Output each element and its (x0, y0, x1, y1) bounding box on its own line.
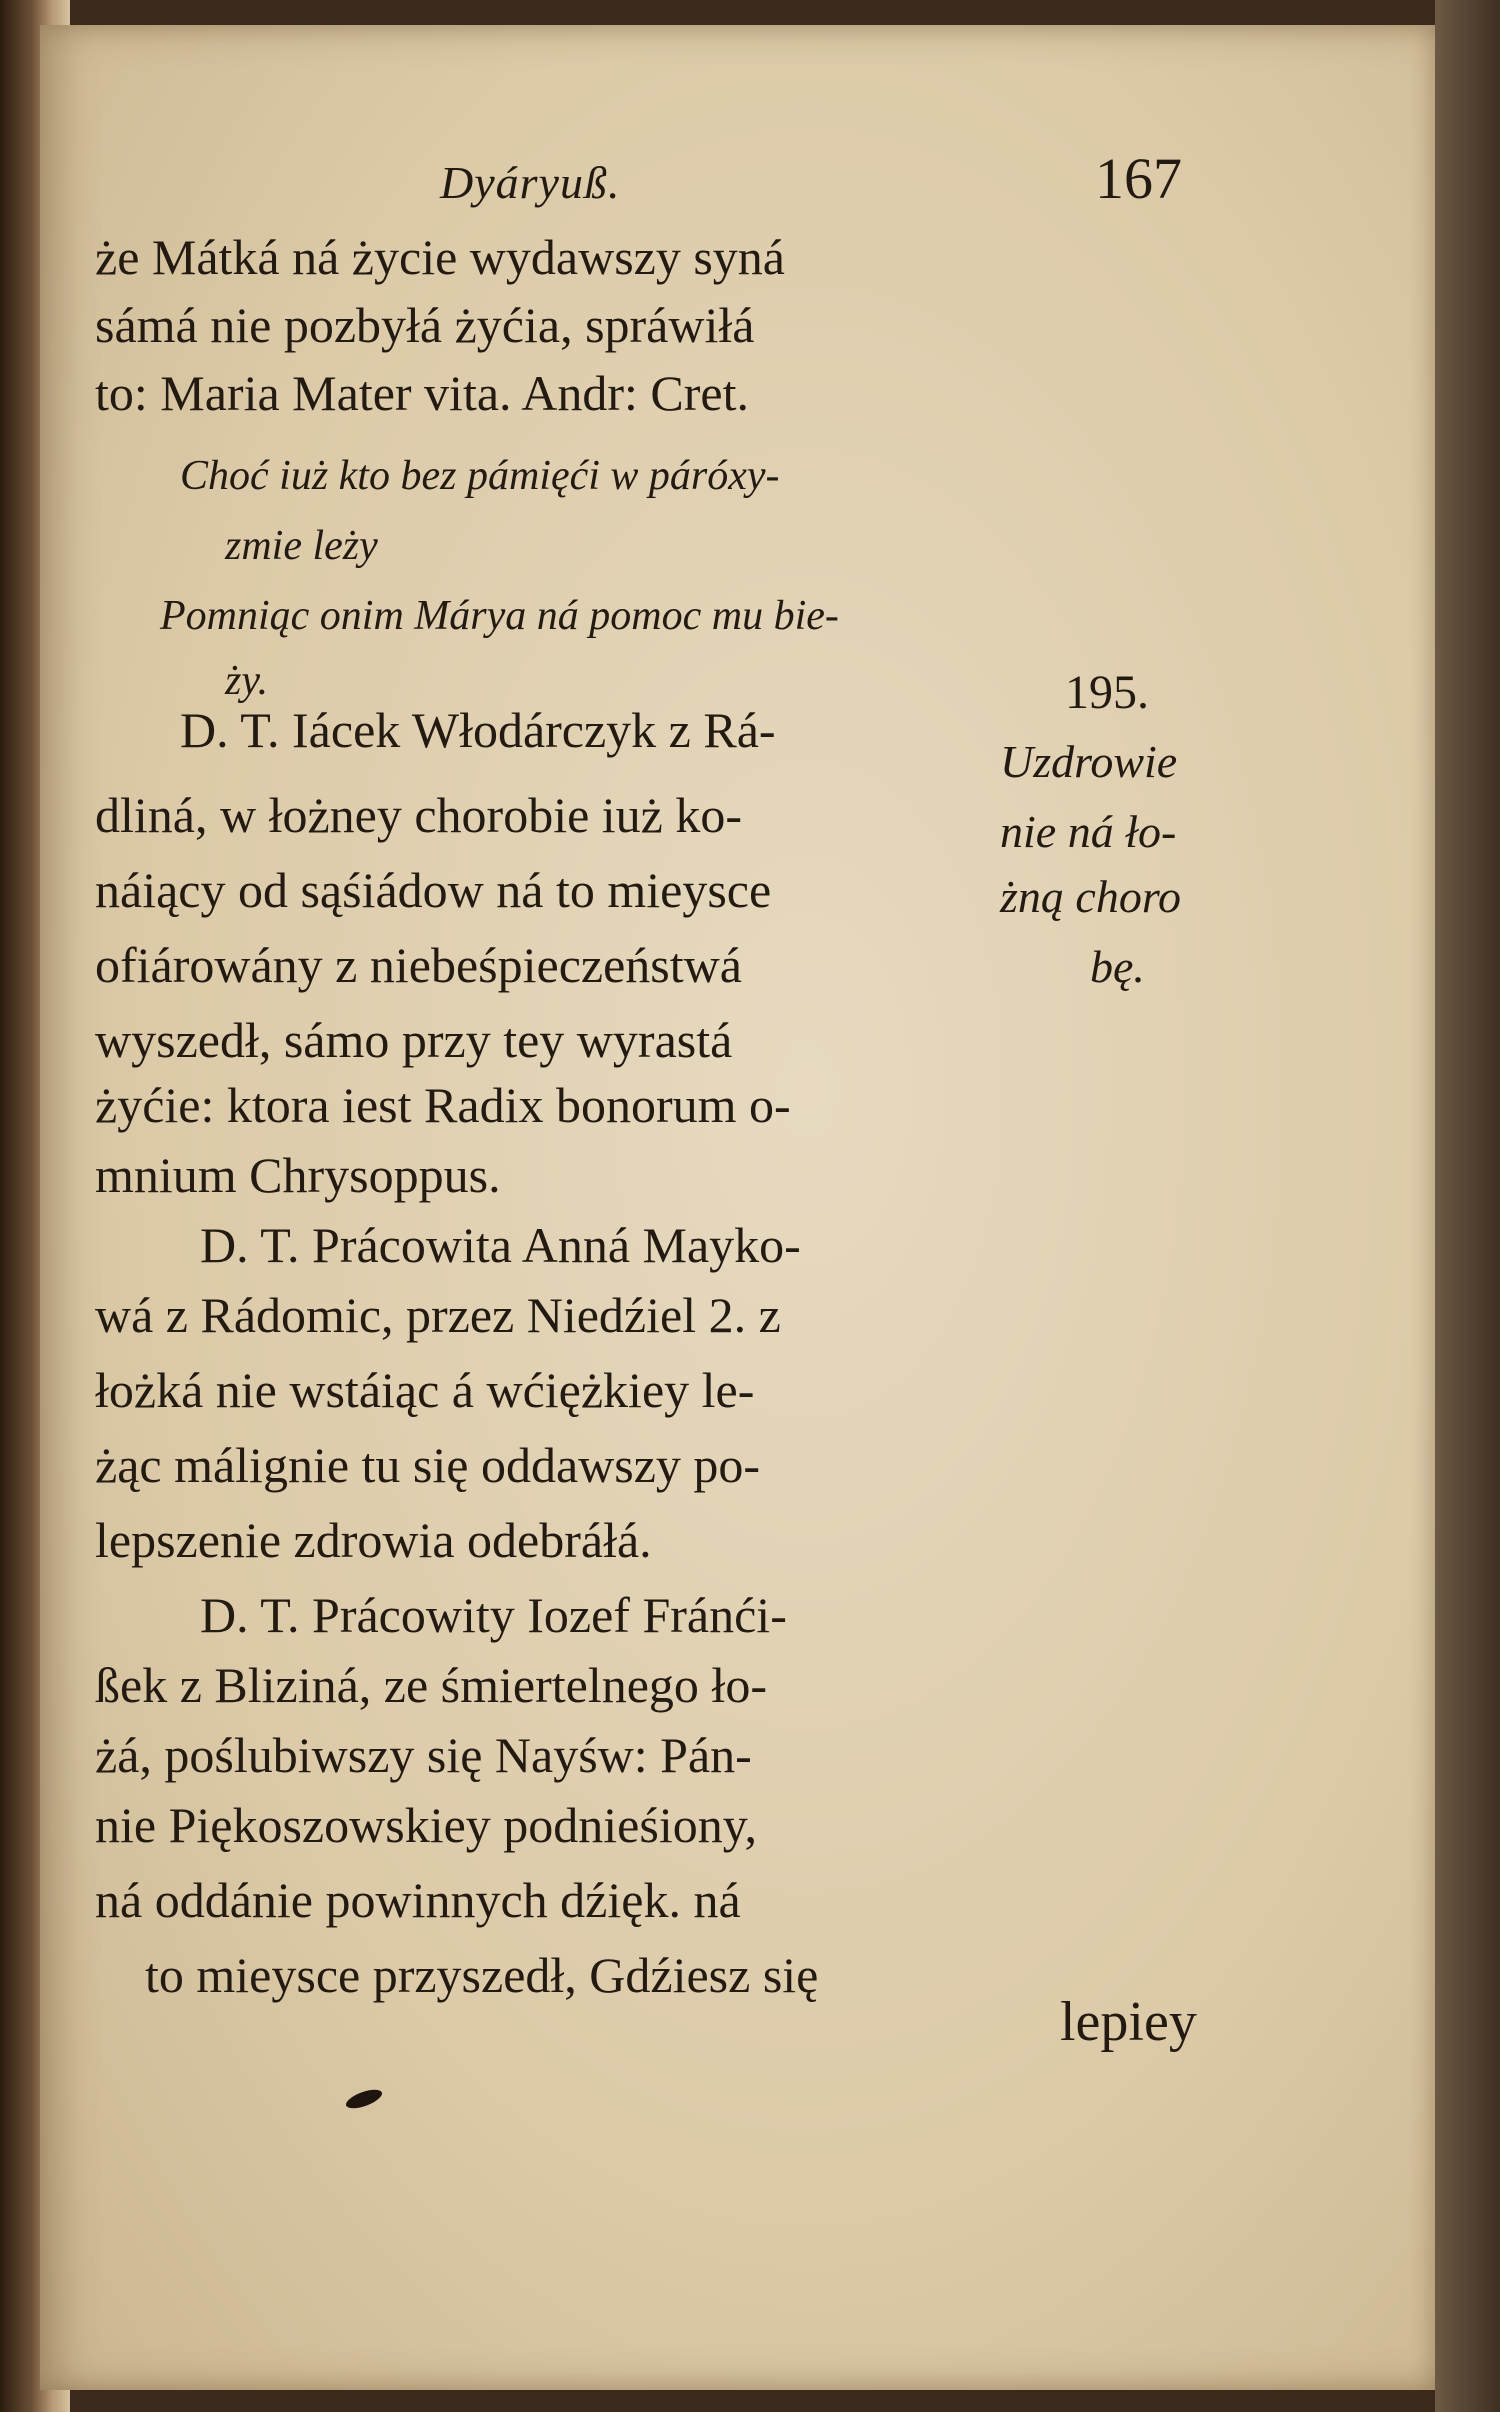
body-line: że Mátká ná życie wydawszy syná (95, 229, 785, 285)
catchword: lepiey (1060, 1991, 1197, 2053)
body-line: náiący od sąśiádow ná to mieysce (95, 862, 772, 918)
body-line: ofiárowány z niebeśpieczeństwá (95, 937, 742, 993)
margin-note-line: bę. (1090, 941, 1145, 992)
body-line: D. T. Iácek Włodárczyk z Rá- (180, 702, 776, 758)
body-line: to mieysce przyszedł, Gdźiesz się (145, 1947, 819, 2003)
body-line: ßek z Bliziná, ze śmiertelnego ło- (95, 1657, 767, 1713)
body-line: żá, poślubiwszy się Nayśw: Pán- (95, 1727, 752, 1783)
page-edge (1435, 0, 1500, 2412)
body-line: żyćie: ktora iest Radix bonorum o- (95, 1077, 791, 1133)
margin-note-line: Uzdrowie (1000, 736, 1178, 787)
body-line: wá z Rádomic, przez Niedźiel 2. z (95, 1287, 781, 1343)
body-line: wyszedł, sámo przy tey wyrastá (95, 1012, 733, 1068)
body-line: Choć iuż kto bez pámięći w páróxy- (180, 453, 780, 499)
body-line: ży. (225, 658, 269, 704)
body-line: to: Maria Mater vita. Andr: Cret. (95, 365, 750, 421)
body-line: nie Piękoszowskiey podnieśiony, (95, 1797, 757, 1853)
margin-note-line: nie ná ło- (1000, 806, 1177, 857)
margin-note-line: żną choro (1000, 871, 1182, 922)
body-line: D. T. Prácowita Anná Mayko- (200, 1217, 801, 1273)
body-line: zmie leży (225, 523, 378, 569)
body-line: mnium Chrysoppus. (95, 1147, 501, 1203)
running-title: Dyáryuß. (440, 157, 621, 208)
body-line: ná oddánie powinnych dźięk. ná (95, 1872, 741, 1928)
body-line: łożká nie wstáiąc á wćiężkiey le- (95, 1362, 755, 1418)
body-line: dliná, w łożney chorobie iuż ko- (95, 787, 743, 843)
margin-note-number: 195. (1065, 666, 1149, 719)
body-line: sámá nie pozbyłá żyćia, spráwiłá (95, 297, 755, 353)
body-line: D. T. Prácowity Iozef Fránći- (200, 1587, 787, 1643)
page-number: 167 (1095, 146, 1182, 211)
body-line: lepszenie zdrowia odebráłá. (95, 1512, 652, 1568)
body-line: żąc málignie tu się oddawszy po- (95, 1437, 761, 1493)
body-line: Pomniąc onim Márya ná pomoc mu bie- (160, 593, 839, 639)
